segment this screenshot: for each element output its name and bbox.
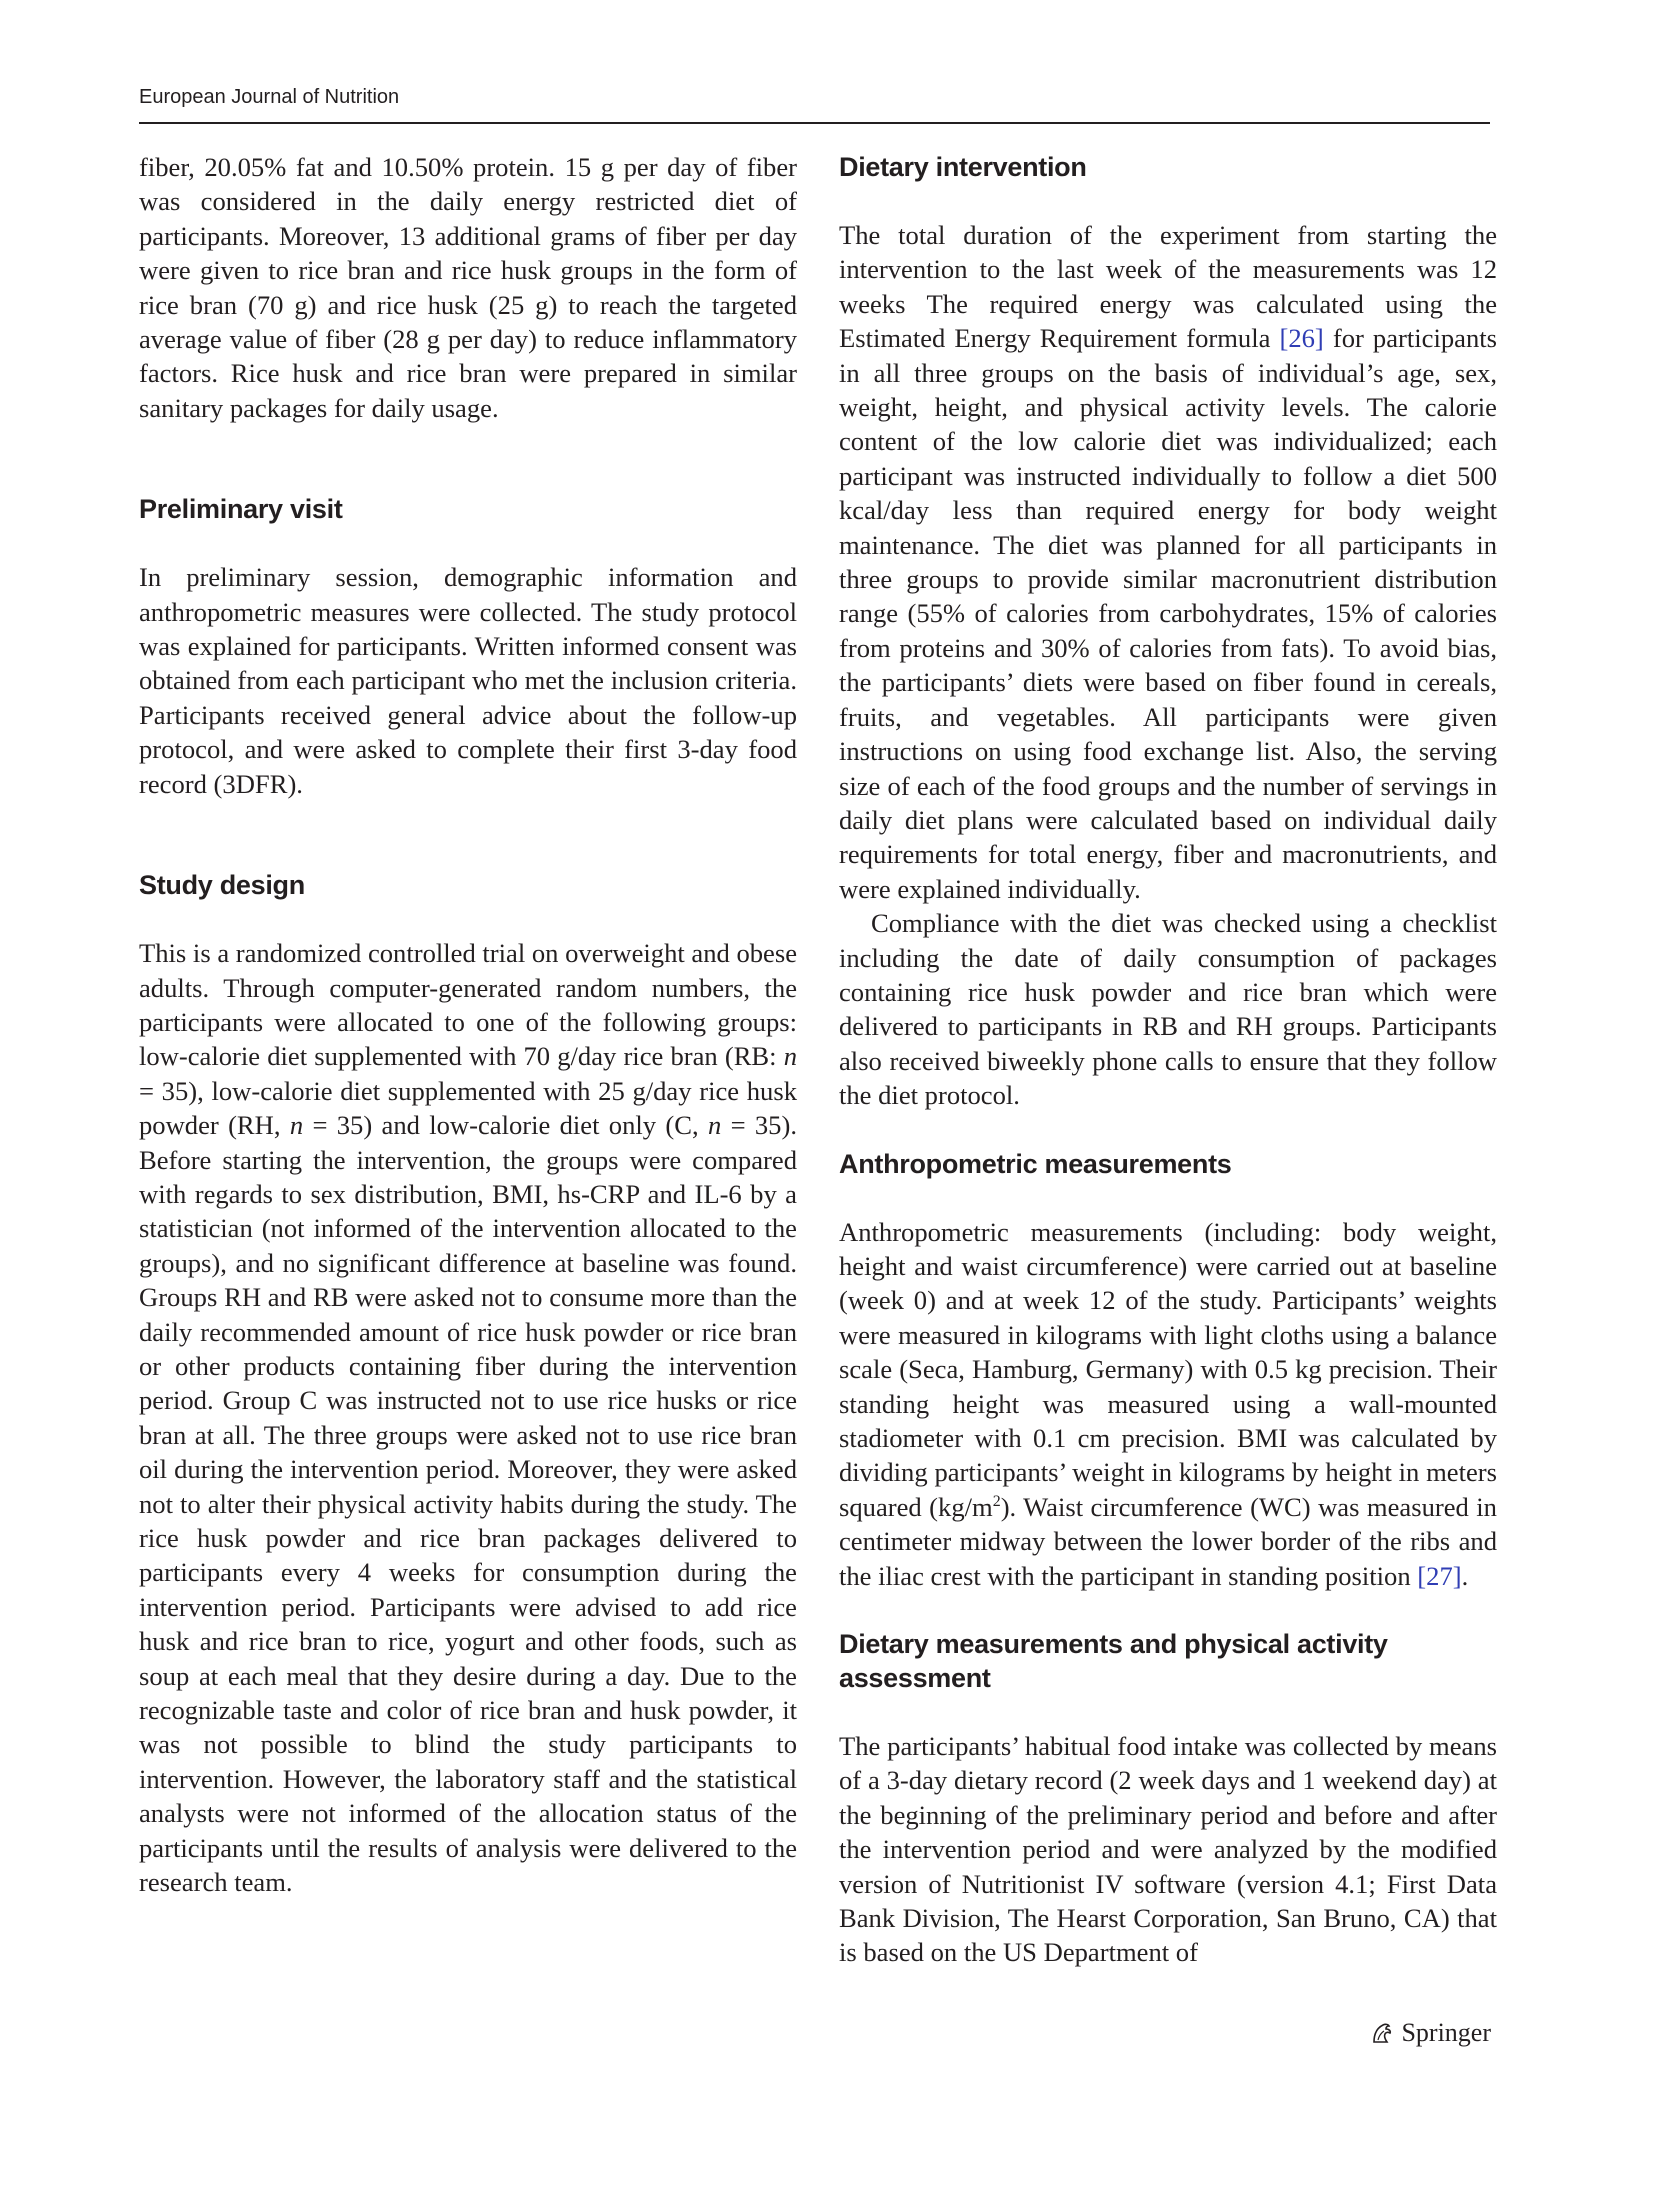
paragraph-preliminary: In preliminary session, demographic information and anthropometric measures were collected. The study protocol was explained for participants. Written informed consent was obtained from each participant who met the inclusion criteria. Participants received general advice about the follow-up protocol, and were asked to complete their first 3-day food record (3DFR). [139,562,797,799]
heading-dietary-measurements: Dietary measurements and physical activity assessment [839,1629,1388,1694]
paragraph-dietary-measurements: The participants’ habitual food intake was collected by means of a 3-day dietary record (2 week days and 1 weekend day) at the beginning of the preliminary period and before and after the intervention period and were analyzed by the modified version of Nutritionist IV software (version 4.1; First Data Bank Division, The Hearst Corporation, San Bruno, CA) that is based on the US Department of [839,1731,1497,1968]
journal-header: European Journal of Nutrition [139,86,400,108]
paragraph-anthropometric: Anthropometric measurements (including: body weight, height and waist circumference) were carried out at baseline (week 0) and at week 12 of the study. Participants’ weights were measured in kilograms with light cloths using a balance scale (Seca, Hamburg, Germany) with 0.5 kg precision. Their standing height was measured using a wall-mounted stadiometer with 0.1 cm precision. BMI was calculated by dividing participants’ weight in kilograms by height in meters squared $(kg/m^2)$. Waist circumference (WC) was measured in centimeter midway between the lower border of the ribs and the iliac crest with the participant in standing position [27]. [839,1216,1497,1591]
paragraph-compliance: Compliance with the diet was checked using a checklist including the date of daily consumption of packages containing rice husk powder and rice bran which were delivered to participants in RB and RH groups. Participants also received biweekly phone calls to ensure that they follow the diet protocol. [839,908,1497,1111]
heading-study-design: Study design [139,870,305,901]
header-rule [139,122,1490,124]
citation-27-link[interactable]: [27] [1417,1560,1462,1591]
right-column [839,150,1497,1970]
paragraph-study-design: This is a randomized controlled trial on overweight and obese adults. Through computer-generated random numbers, the participants were allocated to one of the following groups: low-calorie diet supplemented with 70 g/day rice bran (RB: n = 35), low-calorie diet supplemented with 25 g/day rice husk powder (RH, n = 35) and low-calorie diet only (C, n = 35). Before starting the intervention, the groups were compared with regards to sex distribution, BMI, hs-CRP and IL-6 by a statistician (not informed of the intervention allocated to the groups), and no significant difference at baseline was found. Groups RH and RB were asked not to consume more than the daily recommended amount of rice husk powder or rice bran or other products containing fiber during the intervention period. Group C was instructed not to use rice husks or rice bran at all. The three groups were asked not to use rice bran oil during the intervention period. Moreover, they were asked not to alter their physical activity habits during the study. The rice husk powder and rice bran packages delivered to participants every 4 weeks for consumption during the intervention period. Participants were advised to add rice husk and rice bran to rice, yogurt and other foods, such as soup at each meal that they desire during a day. Due to the recognizable taste and color of rice bran and husk powder, it was not possible to blind the study participants to intervention. However, the laboratory staff and the statistical analysts were not informed of the allocation status of the participants until the results of analysis were delivered to the research team. [139,938,798,1898]
left-column [139,150,797,1899]
citation-26-link[interactable]: [26] [1279,323,1324,354]
heading-anthropometric: Anthropometric measurements [839,1148,1232,1179]
heading-preliminary-visit: Preliminary visit [139,494,343,525]
springer-horse-icon [1369,2020,1395,2046]
paragraph-dietary-intervention: The total duration of the experiment from starting the intervention to the last week of the measurements was 12 weeks The required energy was calculated using the Estimated Energy Requirement formula [26] for participants in all three groups on the basis of individual’s age, sex, weight, height, and physical activity levels. The calorie content of the low calorie diet was individualized; each participant was instructed individually to follow a diet 500 kcal/day less than required energy for body weight maintenance. The diet was planned for all participants in three groups to provide similar macronutrient distribution range (55% of calories from carbohydrates, 15% of calories from proteins and 30% of calories from fats). To avoid bias, the participants’ diets were based on fiber found in cereals, fruits, and vegetables. All participants were given instructions on using food exchange list. Also, the serving size of each of the food groups and the number of servings in daily diet plans were calculated based on individual daily requirements for total energy, fiber and macronutrients, and were explained individually. [839,220,1497,904]
paragraph-intro: fiber, 20.05% fat and 10.50% protein. 15 g per day of fiber was considered in the daily energy restricted diet of participants. Moreover, 13 additional grams of fiber per day were given to rice bran and rice husk groups in the form of rice bran (70 g) and rice husk (25 g) to reach the targeted average value of fiber (28 g per day) to reduce inflammatory factors. Rice husk and rice bran were prepared in similar sanitary packages for daily usage. [139,152,797,423]
heading-dietary-intervention: Dietary intervention [839,152,1087,182]
publisher-footer [1369,2018,1491,2048]
publisher-name: Springer [1401,2018,1491,2047]
